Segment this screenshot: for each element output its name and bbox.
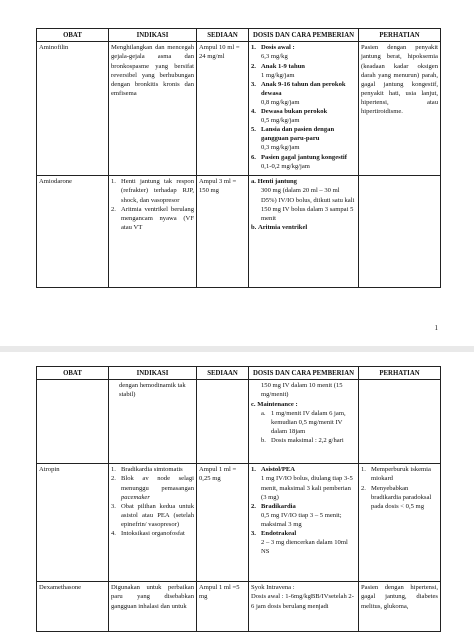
dose-item: 1. Asistol/PEA 1 mg IV/IO bolus, diulang tiap 3-5 menit, maksimal 3 kali pemberian (3 mg) xyxy=(251,466,353,501)
cell-perhatian xyxy=(359,380,441,464)
header-sediaan: SEDIAAN xyxy=(197,367,249,380)
table-header-row xyxy=(37,367,441,380)
dose-text-a: 300 mg (dalam 20 ml – 30 ml D5%) IV/IO bolus, diikuti satu kali 150 mg IV bolus dalam 3 sampai 5 menit xyxy=(261,187,355,222)
table-row-dexamethasone xyxy=(37,582,441,632)
header-obat: OBAT xyxy=(37,367,109,380)
dose-subhead-c: c. Maintenance : xyxy=(251,400,298,408)
dose-text: 150 mg IV dalam 10 menit (15 mg/menit) xyxy=(261,382,343,399)
cell-dosis xyxy=(249,380,359,464)
dose-text: Syok Intravena : xyxy=(251,584,295,592)
header-obat: OBAT xyxy=(37,29,109,42)
cell-dosis xyxy=(249,582,359,632)
cell-dosis xyxy=(249,464,359,582)
cell-sediaan: Ampul 3 ml = 150 mg xyxy=(197,176,249,288)
dose-subitem: a. 1 mg/menit IV dalam 6 jam, kemudian 0,5 mg/menit IV dalam 18jam xyxy=(261,409,346,435)
cell-obat: Amiodarone xyxy=(37,176,109,288)
header-sediaan: SEDIAAN xyxy=(197,29,249,42)
header-perhatian: PERHATIAN xyxy=(359,367,441,380)
cell-perhatian: Pasien dengan penyakit jantung berat, hipoksemia (keadaan kadar oksigen darah yang menurun) parah, gagal jantung kongestif, penyakit hati, usia lanjut, hipertensi, atau hipertiroidisme. xyxy=(359,42,441,176)
cell-obat: Aminofilin xyxy=(37,42,109,176)
cell-sediaan: Ampul 1 ml = 0,25 mg xyxy=(197,464,249,582)
cell-indikasi: Digunakan untuk perbaikan paru yang disebabkan gangguan inhalasi dan untuk xyxy=(109,582,197,632)
indication-item: 1. Bradikardia simtomatis xyxy=(111,466,183,474)
cell-indikasi xyxy=(109,464,197,582)
table-row-amiodarone-cont xyxy=(37,380,441,464)
dose-item: 1. Dosis awal : 6,3 mg/kg xyxy=(251,44,295,61)
page-number: 1 xyxy=(434,324,438,332)
cell-sediaan: Ampul 1 ml =5 mg xyxy=(197,582,249,632)
cell-sediaan xyxy=(197,380,249,464)
dose-item: 2. Anak 1-9 tahun 1 mg/kg/jam xyxy=(251,62,305,79)
cell-indikasi xyxy=(109,176,197,288)
cell-indikasi: dengan hemodinamik tak stabil) xyxy=(109,380,197,464)
cell-perhatian xyxy=(359,176,441,288)
dose-subhead-a: a. Henti jantung xyxy=(251,178,297,186)
cell-indikasi: Menghilangkan dan mencegah gejala-gejala asma dan bronkospasme yang bersifat reversibel yang berhubungan dengan bronkitis kronis dan emfisema xyxy=(109,42,197,176)
indication-item: 1. Henti jantung tak respon (refrakter) terhadap RJP, shock, dan vasopresor xyxy=(111,178,194,204)
dose-item: 2. Bradikardia 0,5 mg IV/IO tiap 3 – 5 menit; maksimal 3 mg xyxy=(251,502,342,528)
indication-item: 2. Blok av node selagi menunggu pemasangan pacemaker xyxy=(111,475,194,501)
cell-obat: Atropin xyxy=(37,464,109,582)
dose-item: 3. Anak 9-16 tahun dan perokok dewasa 0,8 mg/kg/jam xyxy=(251,80,346,106)
table-row-atropin xyxy=(37,464,441,582)
caution-item: 1. Memperburuk iskemia miokard xyxy=(361,466,431,483)
dose-text: Dosis awal : 1-6mg/kgBB/IVsetelah 2-6 jam dosis berulang menjadi xyxy=(251,593,354,610)
document-page-2 xyxy=(0,352,474,632)
dose-subhead-b: b. Aritmia ventrikel xyxy=(251,223,308,231)
table-header-row xyxy=(37,29,441,42)
cell-perhatian: Pasien dengan hipertensi, gagal jantung, diabetes melitus, glukoma, xyxy=(359,582,441,632)
dose-item: 6. Pasien gagal jantung kongestif 0,1-0,2 mg/kg/jam xyxy=(251,153,347,170)
indication-item: 2. Aritmia ventrikel berulang mengancam nyawa (VF atau VT xyxy=(111,205,194,231)
header-indikasi: INDIKASI xyxy=(109,367,197,380)
cell-dosis xyxy=(249,176,359,288)
dose-subitem: b. Dosis maksimal : 2,2 g/hari xyxy=(261,436,344,444)
cell-perhatian xyxy=(359,464,441,582)
header-perhatian: PERHATIAN xyxy=(359,29,441,42)
header-indikasi: INDIKASI xyxy=(109,29,197,42)
table-row-amiodarone xyxy=(37,176,441,288)
cell-sediaan: Ampul 10 ml = 24 mg/ml xyxy=(197,42,249,176)
header-dosis: DOSIS DAN CARA PEMBERIAN xyxy=(249,29,359,42)
indication-item: 3. Obat pilihan kedua untuk asistol atau PEA (setelah epinefrin/ vasopresor) xyxy=(111,502,194,528)
indication-item: 4. Intoksikasi organofosfat xyxy=(111,530,185,538)
cell-obat: Dexamethasone xyxy=(37,582,109,632)
cell-dosis xyxy=(249,42,359,176)
drug-table-page-2 xyxy=(36,366,441,632)
cell-obat xyxy=(37,380,109,464)
header-dosis: DOSIS DAN CARA PEMBERIAN xyxy=(249,367,359,380)
table-row-aminofilin xyxy=(37,42,441,176)
caution-item: 2. Menyebabkan bradikardia paradoksal pada dosis < 0,5 mg xyxy=(361,484,432,510)
dose-item: 5. Lansia dan pasien dengan gangguan paru-paru 0,3 mg/kg/jam xyxy=(251,126,335,152)
dose-item: 4. Dewasa bukan perokok 0,5 mg/kg/jam xyxy=(251,108,328,125)
drug-table-page-1 xyxy=(36,28,441,288)
dose-item: 3. Endotrakeal 2 – 3 mg diencerkan dalam 10ml NS xyxy=(251,530,348,556)
